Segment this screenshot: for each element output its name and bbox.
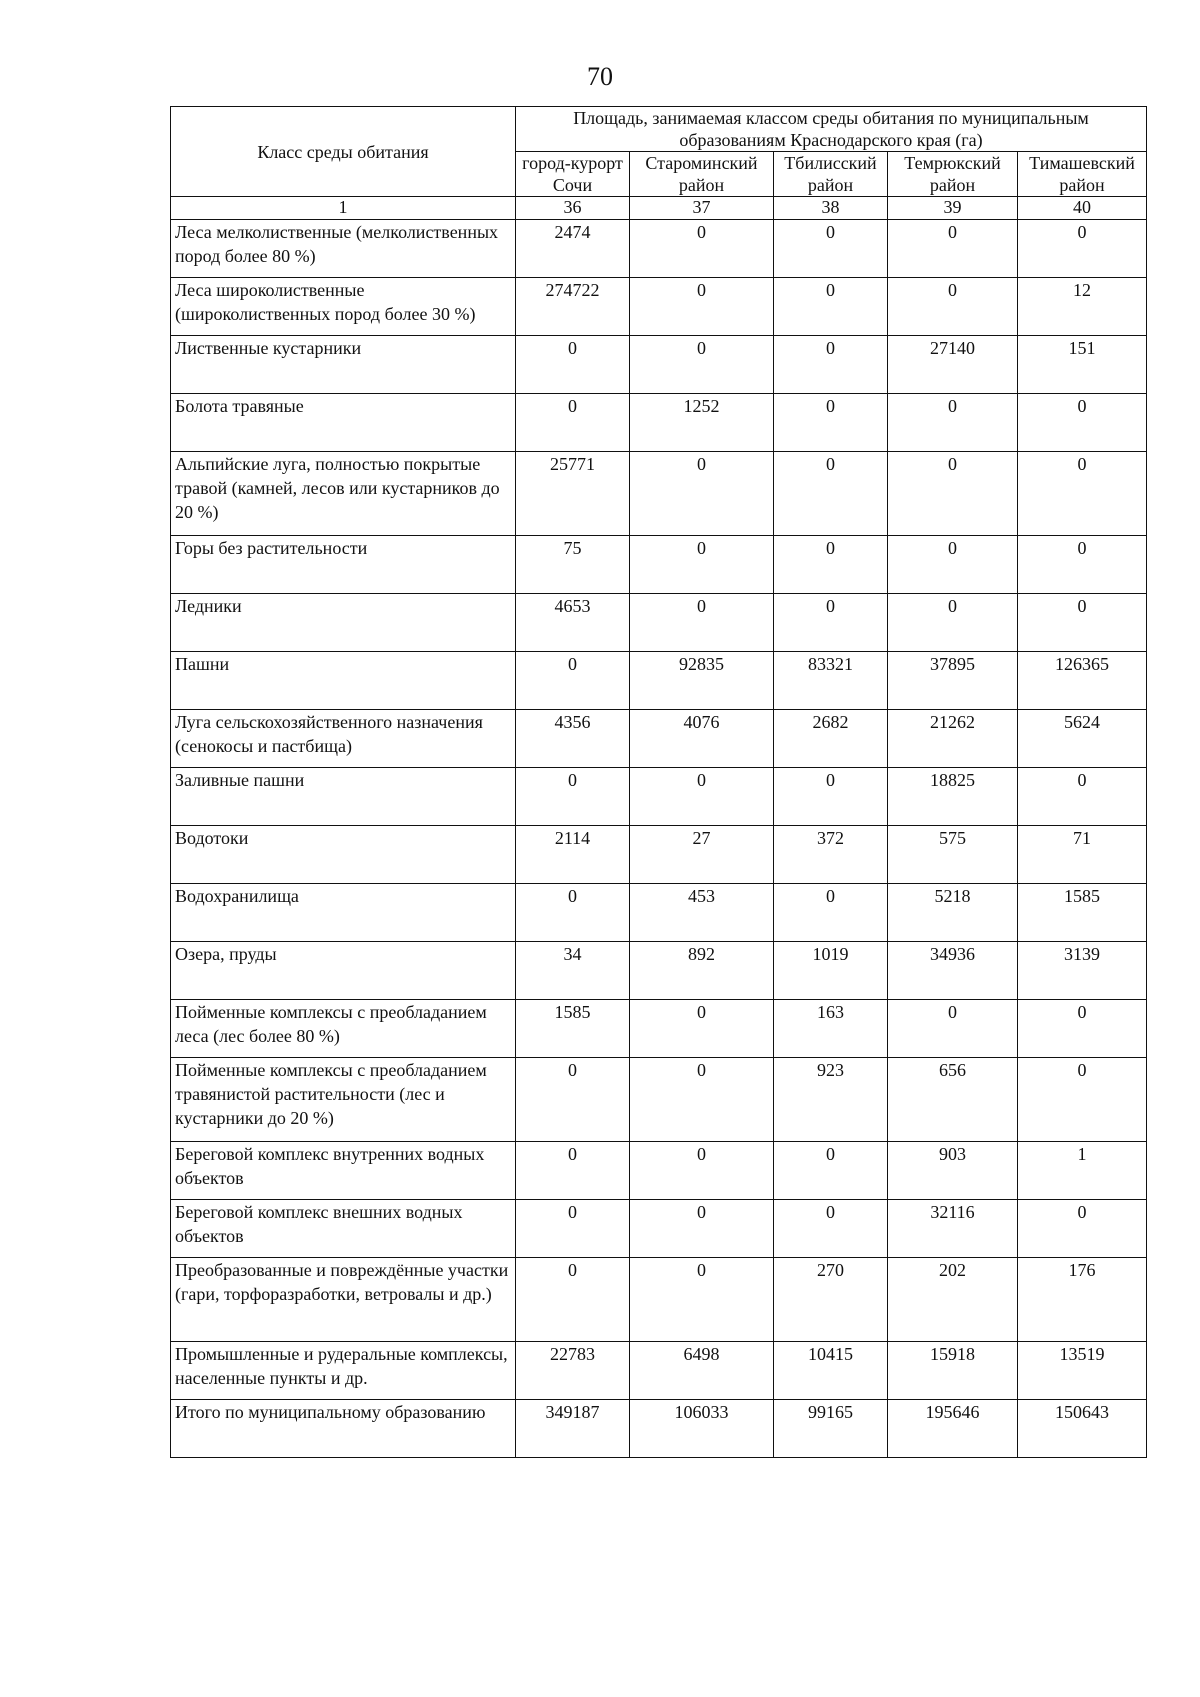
area-value-cell: 656 [888, 1058, 1018, 1142]
area-value-cell: 176 [1018, 1258, 1147, 1342]
area-value-cell: 923 [774, 1058, 888, 1142]
habitat-class-label: Пойменные комплексы с преобладанием травянистой растительности (лес и кустарники до 20 %) [171, 1058, 516, 1142]
area-value-cell: 0 [774, 884, 888, 942]
table-row [171, 1058, 1147, 1142]
area-value-cell: 0 [630, 594, 774, 652]
table-row [171, 536, 1147, 594]
habitat-class-label: Ледники [171, 594, 516, 652]
table-row [171, 336, 1147, 394]
area-value-cell: 0 [1018, 220, 1147, 278]
area-value-cell: 1 [1018, 1142, 1147, 1200]
area-value-cell: 892 [630, 942, 774, 1000]
area-value-cell: 0 [1018, 594, 1147, 652]
area-value-cell: 27140 [888, 336, 1018, 394]
area-group-header: Площадь, занимаемая классом среды обитания по муниципальным образованиям Краснодарского края (га) [516, 107, 1147, 152]
area-value-cell: 151 [1018, 336, 1147, 394]
area-value-cell: 0 [516, 884, 630, 942]
area-value-cell: 32116 [888, 1200, 1018, 1258]
area-value-cell: 274722 [516, 278, 630, 336]
habitat-class-label: Преобразованные и повреждённые участки (гари, торфоразработки, ветровалы и др.) [171, 1258, 516, 1342]
table-row [171, 278, 1147, 336]
area-value-cell: 0 [516, 768, 630, 826]
area-value-cell: 3139 [1018, 942, 1147, 1000]
area-value-cell: 0 [774, 536, 888, 594]
table-row [171, 452, 1147, 536]
area-value-cell: 0 [516, 1200, 630, 1258]
area-value-cell: 22783 [516, 1342, 630, 1400]
area-value-cell: 15918 [888, 1342, 1018, 1400]
column-number: 36 [516, 197, 630, 220]
habitat-class-label: Пашни [171, 652, 516, 710]
area-value-cell: 0 [630, 1258, 774, 1342]
area-value-cell: 0 [630, 336, 774, 394]
area-value-cell: 0 [1018, 1200, 1147, 1258]
area-value-cell: 6498 [630, 1342, 774, 1400]
area-value-cell: 0 [774, 452, 888, 536]
habitat-class-label: Заливные пашни [171, 768, 516, 826]
area-value-cell: 150643 [1018, 1400, 1147, 1458]
area-value-cell: 372 [774, 826, 888, 884]
area-value-cell: 34 [516, 942, 630, 1000]
area-value-cell: 349187 [516, 1400, 630, 1458]
area-value-cell: 0 [888, 220, 1018, 278]
habitat-class-label: Луга сельскохозяйственного назначения (сенокосы и пастбища) [171, 710, 516, 768]
area-value-cell: 0 [774, 768, 888, 826]
table-row [171, 942, 1147, 1000]
area-value-cell: 0 [888, 278, 1018, 336]
area-value-cell: 0 [630, 1000, 774, 1058]
area-value-cell: 0 [630, 1200, 774, 1258]
table-row [171, 1258, 1147, 1342]
area-value-cell: 0 [888, 452, 1018, 536]
area-value-cell: 0 [888, 594, 1018, 652]
area-value-cell: 0 [516, 336, 630, 394]
area-value-cell: 37895 [888, 652, 1018, 710]
area-value-cell: 195646 [888, 1400, 1018, 1458]
area-value-cell: 0 [516, 1142, 630, 1200]
area-value-cell: 0 [630, 768, 774, 826]
area-value-cell: 0 [774, 1200, 888, 1258]
habitat-class-label: Береговой комплекс внутренних водных объектов [171, 1142, 516, 1200]
area-value-cell: 0 [630, 278, 774, 336]
area-value-cell: 0 [774, 1142, 888, 1200]
area-value-cell: 0 [1018, 1000, 1147, 1058]
column-header: город-курорт Сочи [516, 152, 630, 197]
column-number-row [171, 197, 1147, 220]
table-row [171, 1200, 1147, 1258]
area-value-cell: 0 [630, 220, 774, 278]
page-number: 70 [587, 62, 613, 91]
area-value-cell: 92835 [630, 652, 774, 710]
area-value-cell: 25771 [516, 452, 630, 536]
table-row [171, 1342, 1147, 1400]
area-value-cell: 5624 [1018, 710, 1147, 768]
area-value-cell: 21262 [888, 710, 1018, 768]
area-value-cell: 2114 [516, 826, 630, 884]
area-value-cell: 0 [888, 536, 1018, 594]
area-value-cell: 126365 [1018, 652, 1147, 710]
habitat-class-label: Леса мелколиственные (мелколиственных пород более 80 %) [171, 220, 516, 278]
table-row [171, 884, 1147, 942]
area-value-cell: 27 [630, 826, 774, 884]
column-number: 39 [888, 197, 1018, 220]
area-value-cell: 1019 [774, 942, 888, 1000]
area-value-cell: 0 [774, 220, 888, 278]
habitat-class-label: Пойменные комплексы с преобладанием леса (лес более 80 %) [171, 1000, 516, 1058]
habitat-class-label: Горы без растительности [171, 536, 516, 594]
area-value-cell: 0 [630, 1142, 774, 1200]
area-value-cell: 0 [888, 394, 1018, 452]
area-value-cell: 1585 [516, 1000, 630, 1058]
area-value-cell: 71 [1018, 826, 1147, 884]
area-value-cell: 13519 [1018, 1342, 1147, 1400]
table-row [171, 1400, 1147, 1458]
habitat-class-label: Леса широколиственные (широколиственных пород более 30 %) [171, 278, 516, 336]
area-value-cell: 575 [888, 826, 1018, 884]
table-row [171, 768, 1147, 826]
column-number: 1 [171, 197, 516, 220]
area-value-cell: 270 [774, 1258, 888, 1342]
habitat-class-label: Береговой комплекс внешних водных объектов [171, 1200, 516, 1258]
table-row [171, 652, 1147, 710]
column-header: Тбилисский район [774, 152, 888, 197]
column-number: 38 [774, 197, 888, 220]
area-value-cell: 1585 [1018, 884, 1147, 942]
area-value-cell: 0 [516, 394, 630, 452]
area-value-cell: 0 [1018, 394, 1147, 452]
column-number: 37 [630, 197, 774, 220]
habitat-class-label: Озера, пруды [171, 942, 516, 1000]
area-value-cell: 4356 [516, 710, 630, 768]
habitat-class-label: Водотоки [171, 826, 516, 884]
area-value-cell: 4076 [630, 710, 774, 768]
area-value-cell: 2474 [516, 220, 630, 278]
area-value-cell: 12 [1018, 278, 1147, 336]
area-value-cell: 0 [1018, 1058, 1147, 1142]
table-row [171, 826, 1147, 884]
habitat-class-label: Итого по муниципальному образованию [171, 1400, 516, 1458]
area-value-cell: 453 [630, 884, 774, 942]
area-value-cell: 0 [516, 652, 630, 710]
area-value-cell: 4653 [516, 594, 630, 652]
area-value-cell: 0 [630, 452, 774, 536]
habitat-area-table [170, 106, 1147, 1458]
column-header: Староминский район [630, 152, 774, 197]
table-row [171, 394, 1147, 452]
area-value-cell: 0 [630, 536, 774, 594]
table-row [171, 594, 1147, 652]
area-value-cell: 0 [774, 278, 888, 336]
area-value-cell: 10415 [774, 1342, 888, 1400]
area-value-cell: 0 [516, 1258, 630, 1342]
column-header: Тимашевский район [1018, 152, 1147, 197]
area-value-cell: 0 [774, 336, 888, 394]
table-row [171, 1142, 1147, 1200]
area-value-cell: 1252 [630, 394, 774, 452]
area-value-cell: 903 [888, 1142, 1018, 1200]
area-value-cell: 0 [630, 1058, 774, 1142]
area-value-cell: 75 [516, 536, 630, 594]
area-value-cell: 106033 [630, 1400, 774, 1458]
habitat-class-label: Альпийские луга, полностью покрытые травой (камней, лесов или кустарников до 20 %) [171, 452, 516, 536]
area-value-cell: 34936 [888, 942, 1018, 1000]
area-value-cell: 202 [888, 1258, 1018, 1342]
table-row [171, 1000, 1147, 1058]
area-value-cell: 0 [774, 394, 888, 452]
column-header: Темрюкский район [888, 152, 1018, 197]
area-value-cell: 0 [774, 594, 888, 652]
area-value-cell: 5218 [888, 884, 1018, 942]
area-value-cell: 0 [1018, 768, 1147, 826]
table-row [171, 220, 1147, 278]
area-value-cell: 163 [774, 1000, 888, 1058]
table-row [171, 710, 1147, 768]
habitat-class-label: Лиственные кустарники [171, 336, 516, 394]
habitat-class-label: Промышленные и рудеральные комплексы, населенные пункты и др. [171, 1342, 516, 1400]
table-body [171, 220, 1147, 1458]
area-value-cell: 0 [516, 1058, 630, 1142]
class-column-header: Класс среды обитания [171, 107, 516, 197]
area-value-cell: 0 [888, 1000, 1018, 1058]
area-value-cell: 0 [1018, 452, 1147, 536]
area-value-cell: 99165 [774, 1400, 888, 1458]
area-value-cell: 0 [1018, 536, 1147, 594]
area-value-cell: 83321 [774, 652, 888, 710]
habitat-class-label: Водохранилища [171, 884, 516, 942]
habitat-class-label: Болота травяные [171, 394, 516, 452]
area-value-cell: 18825 [888, 768, 1018, 826]
area-value-cell: 2682 [774, 710, 888, 768]
column-number: 40 [1018, 197, 1147, 220]
